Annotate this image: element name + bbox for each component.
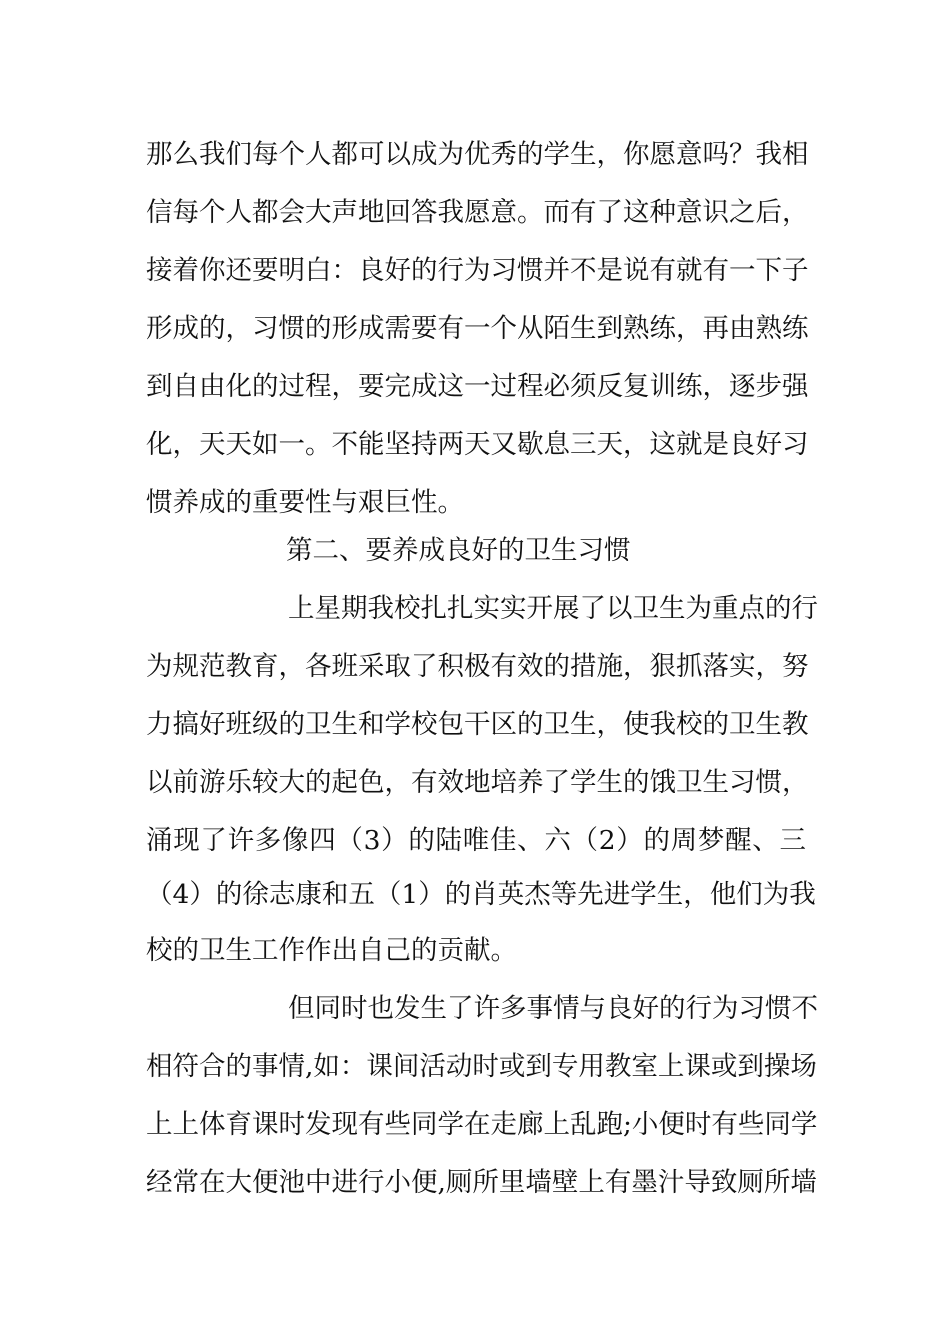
paragraph-1-line-3: 接着你还要明白：良好的行为习惯并不是说有就有一下子 xyxy=(146,255,809,286)
paragraph-2-line-3: 力搞好班级的卫生和学校包干区的卫生，使我校的卫生教 xyxy=(146,709,809,740)
paragraph-1-line-6: 化，天天如一。不能坚持两天又歇息三天，这就是良好习 xyxy=(146,429,809,460)
paragraph-2-line-4: 以前游乐较大的起色，有效地培养了学生的饿卫生习惯， xyxy=(146,767,809,798)
paragraph-2-line-7: 校的卫生工作作出自己的贡献。 xyxy=(146,935,517,966)
paragraph-1-line-1: 那么我们每个人都可以成为优秀的学生，你愿意吗？我相 xyxy=(146,139,809,170)
paragraph-1-line-7: 惯养成的重要性与艰巨性。 xyxy=(146,487,464,518)
paragraph-1-line-5: 到自由化的过程，要完成这一过程必须反复训练，逐步强 xyxy=(146,371,809,402)
paragraph-3-line-1: 但同时也发生了许多事情与良好的行为习惯不 xyxy=(288,993,818,1024)
paragraph-2-line-6: （4）的徐志康和五（1）的肖英杰等先进学生，他们为我 xyxy=(146,879,816,910)
paragraph-2-line-5: 涌现了许多像四（3）的陆唯佳、六（2）的周梦醒、三 xyxy=(146,825,806,856)
paragraph-2-line-2: 为规范教育，各班采取了积极有效的措施，狠抓落实，努 xyxy=(146,651,809,682)
paragraph-3-line-3: 上上体育课时发现有些同学在走廊上乱跑;小便时有些同学 xyxy=(146,1109,818,1140)
section-heading: 第二、要养成良好的卫生习惯 xyxy=(286,535,631,566)
paragraph-3-line-2: 相符合的事情,如：课间活动时或到专用教室上课或到操场 xyxy=(146,1051,817,1082)
paragraph-1-line-2: 信每个人都会大声地回答我愿意。而有了这种意识之后， xyxy=(146,197,809,228)
paragraph-2-line-1: 上星期我校扎扎实实开展了以卫生为重点的行 xyxy=(288,593,818,624)
paragraph-1-line-4: 形成的，习惯的形成需要有一个从陌生到熟练，再由熟练 xyxy=(146,313,809,344)
paragraph-3-line-4: 经常在大便池中进行小便,厕所里墙壁上有墨汁导致厕所墙 xyxy=(146,1167,817,1198)
